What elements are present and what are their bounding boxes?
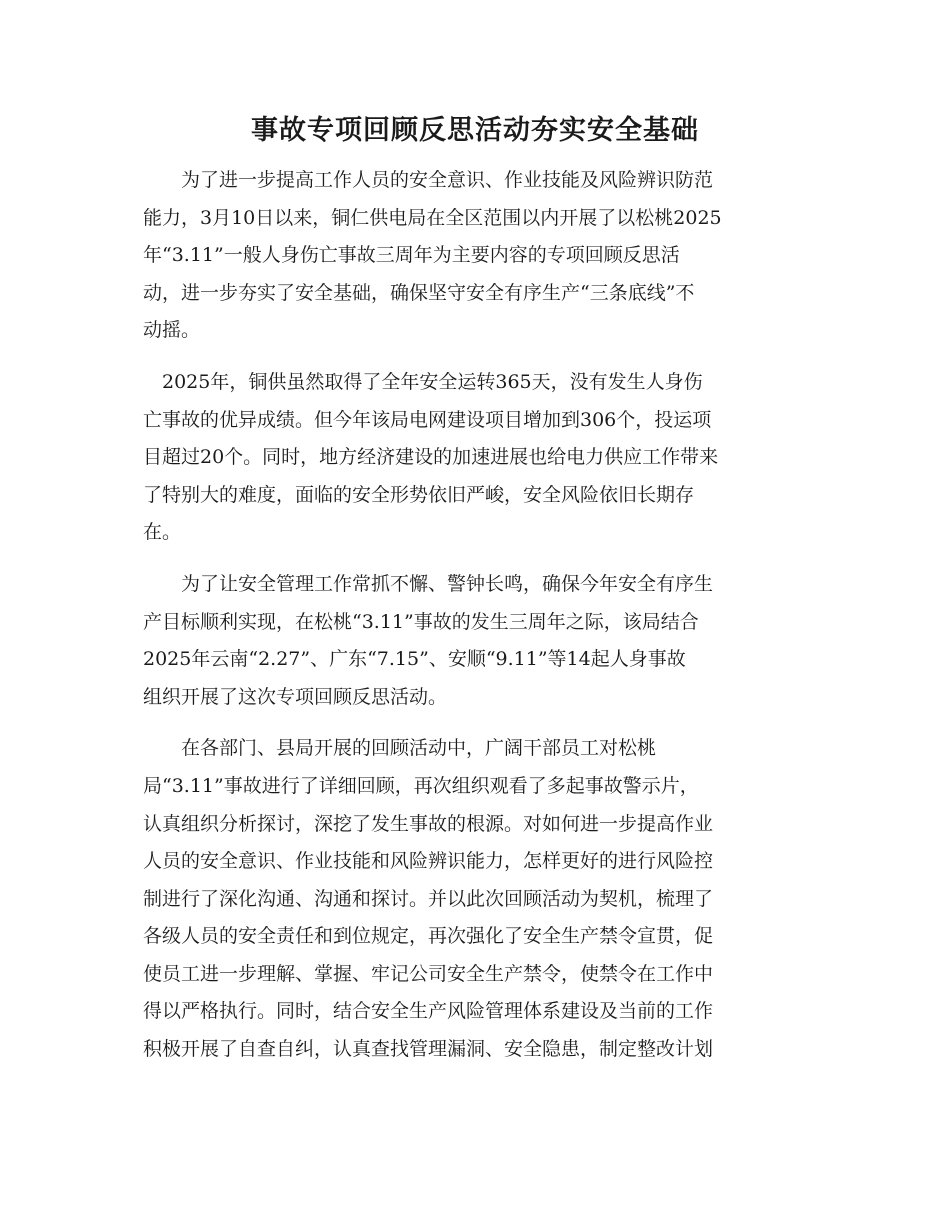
paragraph-line: 能力，3月10日以来，铜仁供电局在全区范围以内开展了以松桃2025: [143, 206, 722, 229]
paragraph-line: 组织开展了这次专项回顾反思活动。: [143, 685, 448, 708]
paragraph-line: 年“3.11”一般人身伤亡事故三周年为主要内容的专项回顾反思活: [143, 244, 680, 267]
paragraph-line: 人员的安全意识、作业技能和风险辨识能力，怎样更好的进行风险控: [143, 850, 714, 873]
paragraph-line: 制进行了深化沟通、沟通和探讨。并以此次回顾活动为契机，梳理了: [143, 887, 714, 910]
paragraph-line: 2025年，铜供虽然取得了全年安全运转365天，没有发生人身伤: [143, 370, 703, 393]
paragraph-line: 得以严格执行。同时，结合安全生产风险管理体系建设及当前的工作: [143, 1000, 714, 1023]
paragraph-line: 局“3.11”事故进行了详细回顾，再次组织观看了多起事故警示片，: [143, 774, 699, 797]
paragraph-line: 了特别大的难度，面临的安全形势依旧严峻，安全风险依旧长期存: [143, 483, 695, 506]
paragraph-line: 为了进一步提高工作人员的安全意识、作业技能及风险辨识防范: [143, 169, 714, 191]
paragraph-line: 各级人员的安全责任和到位规定，再次强化了安全生产禁令宣贯，促: [143, 925, 714, 948]
paragraph-line: 为了让安全管理工作常抓不懈、警钟长鸣，确保今年安全有序生: [143, 572, 714, 595]
paragraph-line: 目超过20个。同时，地方经济建设的加速进展也给电力供应工作带来: [143, 446, 719, 469]
paragraph-line: 积极开展了自查自纠，认真查找管理漏洞、安全隐患，制定整改计划: [143, 1038, 714, 1061]
paragraph-3: [143, 566, 808, 716]
paragraph-2: [143, 364, 808, 552]
paragraph-line: 2025年云南“2.27”、广东“7.15”、安顺“9.11”等14起人身事故: [143, 648, 686, 671]
paragraph-line: 产目标顺利实现，在松桃“3.11”事故的发生三周年之际，该局结合: [143, 610, 699, 633]
paragraph-1: [143, 162, 808, 350]
paragraph-line: 动，进一步夯实了安全基础，确保坚守安全有序生产“三条底线”不: [143, 281, 695, 304]
paragraph-4: [143, 730, 808, 1068]
paragraph-line: 动摇。: [143, 319, 201, 342]
paragraph-line: 使员工进一步理解、掌握、牢记公司安全生产禁令，使禁令在工作中: [143, 962, 714, 985]
document-title: 事故专项回顾反思活动夯实安全基础: [251, 115, 699, 146]
paragraph-line: 在各部门、县局开展的回顾活动中，广阔干部员工对松桃: [143, 737, 657, 760]
paragraph-line: 认真组织分析探讨，深挖了发生事故的根源。对如何进一步提高作业: [143, 812, 714, 835]
document-body: [143, 162, 808, 1083]
paragraph-line: 亡事故的优异成绩。但今年该局电网建设项目增加到306个，投运项: [143, 408, 712, 431]
paragraph-line: 在。: [143, 521, 182, 544]
